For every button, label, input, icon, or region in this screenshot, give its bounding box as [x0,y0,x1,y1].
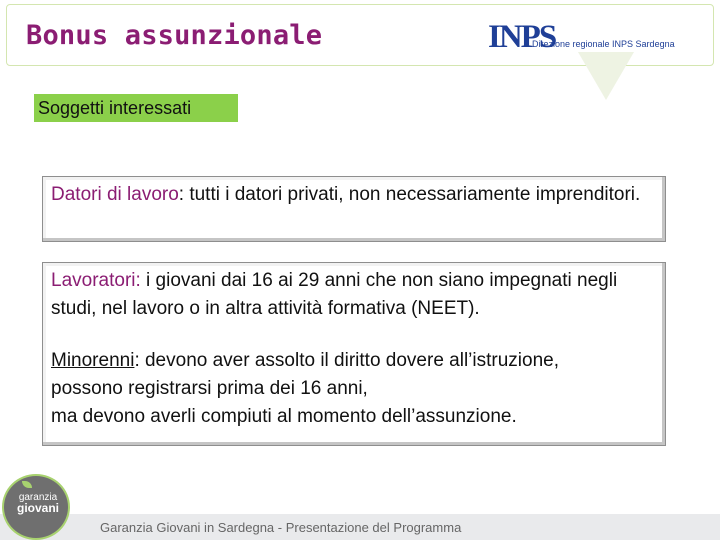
employers-box [42,176,666,242]
leaf-icon [22,481,32,488]
minors-line-3: ma devono averli compiuti al momento dell’assunzione. [51,406,517,427]
minors-keyword: Minorenni [51,350,135,371]
workers-text: i giovani dai 16 ai 29 anni che non siano impegnati negli studi, nel lavoro o in altra attività formativa (NEET). [51,270,618,319]
minors-line-1: : devono aver assolto il diritto dovere all’istruzione, [134,350,559,371]
minors-line-2: possono registrarsi prima dei 16 anni, [51,378,368,399]
badge-text [12,492,64,515]
page-title: Bonus assunzionale [26,20,323,51]
garanzia-giovani-logo [2,474,70,540]
employers-text: : tutti i datori privati, non necessariamente imprenditori. [178,184,641,205]
logo-subtitle: Direzione regionale INPS Sardegna [532,39,675,49]
workers-box [42,262,666,446]
section-label: Soggetti interessati [34,94,238,122]
badge-line-2: giovani [16,501,59,515]
footer-text: Garanzia Giovani in Sardegna - Presentazione del Programma [100,520,462,535]
watermark-shape [578,52,634,100]
inps-logo: INPS [488,19,556,55]
badge-line-1: garanzia [18,492,58,503]
employers-keyword: Datori di lavoro [51,184,179,205]
minors-paragraph [51,347,657,431]
workers-keyword: Lavoratori: [51,270,141,291]
workers-paragraph [51,267,657,323]
